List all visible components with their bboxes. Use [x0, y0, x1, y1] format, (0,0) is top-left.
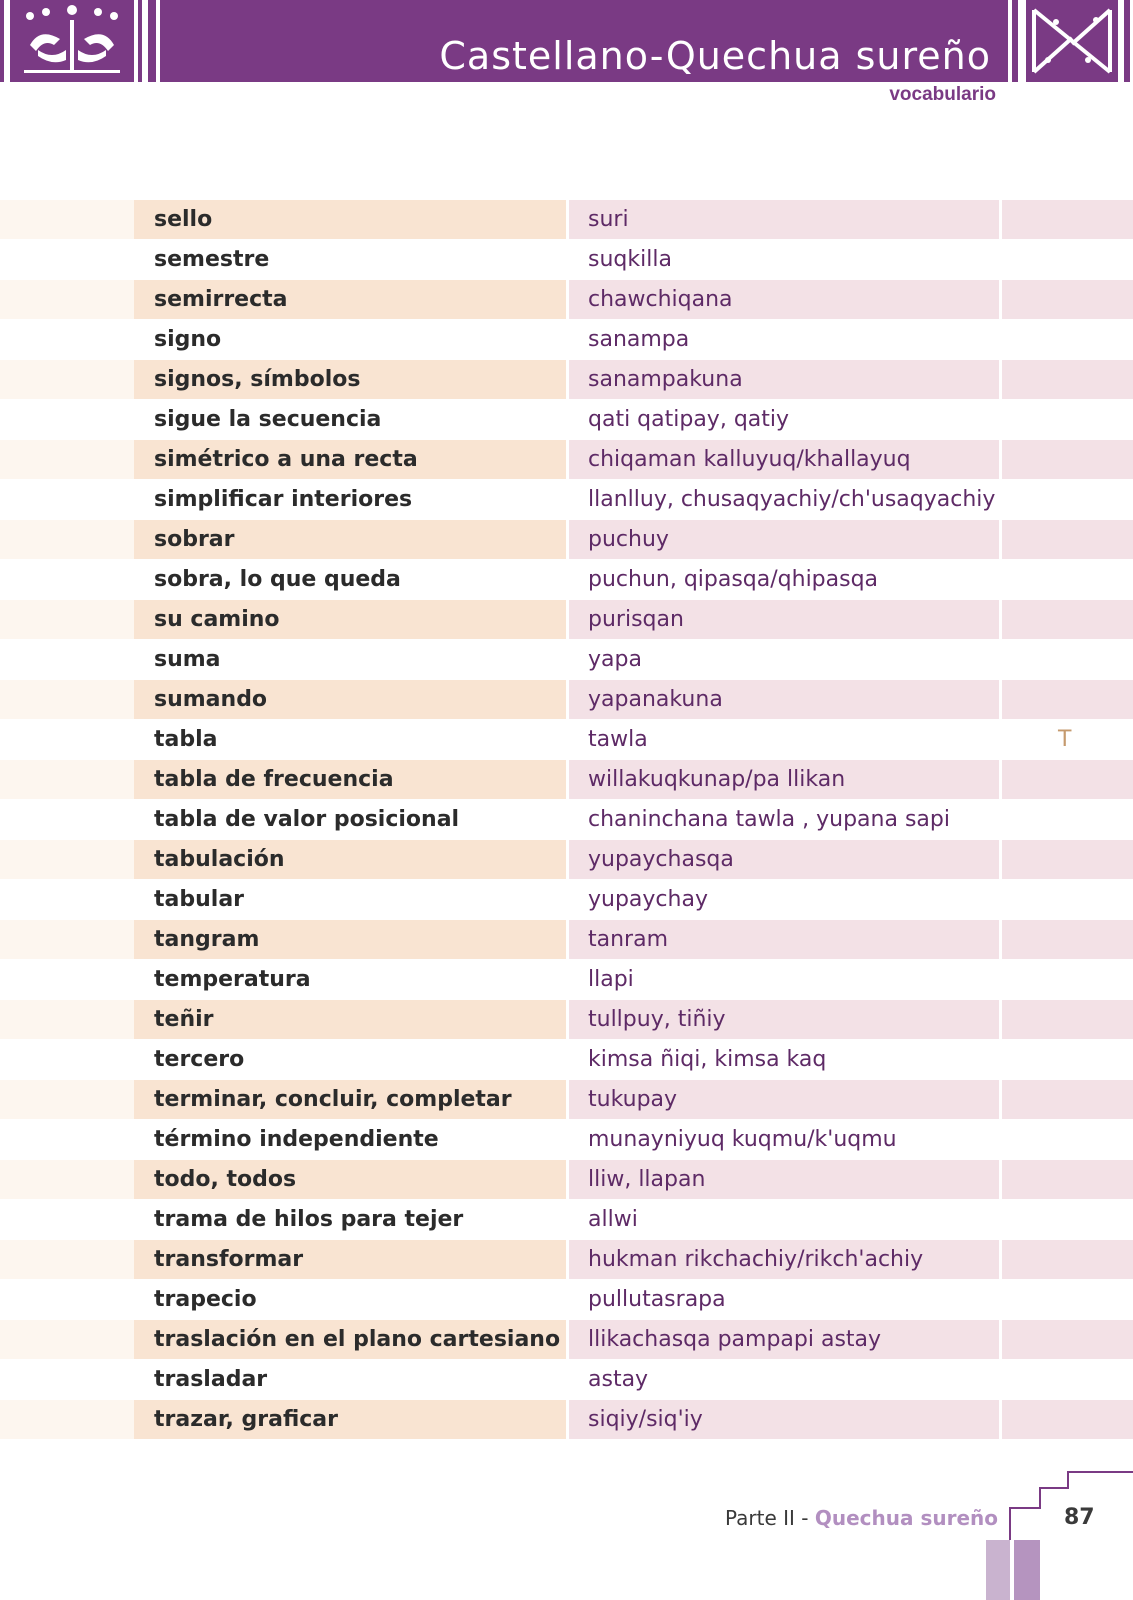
spanish-term: tangram — [154, 927, 260, 952]
spanish-term: semirrecta — [154, 287, 288, 312]
spanish-term: trama de hilos para tejer — [154, 1207, 464, 1232]
table-row — [0, 520, 1133, 560]
table-row — [0, 760, 1133, 800]
quechua-term: suqkilla — [588, 247, 672, 272]
table-row — [0, 640, 1133, 680]
spanish-term: tabular — [154, 887, 245, 912]
spanish-term: todo, todos — [154, 1167, 297, 1192]
table-row — [0, 320, 1133, 360]
quechua-term: puchun, qipasqa/qhipasqa — [588, 567, 879, 592]
spanish-term: terminar, concluir, completar — [154, 1087, 512, 1112]
spanish-term: sumando — [154, 687, 268, 712]
quechua-term: chawchiqana — [588, 287, 733, 312]
table-row — [0, 480, 1133, 520]
spanish-term: simétrico a una recta — [154, 447, 418, 472]
quechua-term: suri — [588, 207, 629, 232]
quechua-term: tullpuy, tiñiy — [588, 1007, 726, 1032]
quechua-term: yupaychasqa — [588, 847, 734, 872]
header-logo-right — [1008, 0, 1133, 84]
table-row — [0, 960, 1133, 1000]
spanish-term: temperatura — [154, 967, 311, 992]
table-row — [0, 1360, 1133, 1400]
table-row — [0, 880, 1133, 920]
spanish-term: sobra, lo que queda — [154, 567, 401, 592]
quechua-term: lliw, llapan — [588, 1167, 706, 1192]
page-number: 87 — [1064, 1505, 1095, 1530]
table-row — [0, 840, 1133, 880]
table-row — [0, 920, 1133, 960]
spanish-term: suma — [154, 647, 221, 672]
quechua-term: hukman rikchachiy/rikch'achiy — [588, 1247, 924, 1272]
quechua-term: munayniyuq kuqmu/k'uqmu — [588, 1127, 897, 1152]
quechua-term: sanampa — [588, 327, 690, 352]
spanish-term: término independiente — [154, 1127, 439, 1152]
quechua-term: allwi — [588, 1207, 638, 1232]
table-row — [0, 1240, 1133, 1280]
spanish-term: tabla de valor posicional — [154, 807, 460, 832]
spanish-term: signos, símbolos — [154, 367, 361, 392]
spanish-term: semestre — [154, 247, 270, 272]
quechua-term: llapi — [588, 967, 634, 992]
section-letter: T — [1058, 727, 1072, 752]
table-row — [0, 1280, 1133, 1320]
spanish-term: tabla de frecuencia — [154, 767, 394, 792]
spanish-term: signo — [154, 327, 222, 352]
table-row — [0, 1160, 1133, 1200]
quechua-term: llanlluy, chusaqyachiy/ch'usaqyachiy — [588, 487, 996, 512]
quechua-term: tukupay — [588, 1087, 678, 1112]
spanish-term: tabla — [154, 727, 218, 752]
spanish-term: trasladar — [154, 1367, 268, 1392]
footer-part: Parte II - — [724, 1506, 815, 1530]
vocabulary-table — [0, 200, 1133, 1440]
spanish-term: sello — [154, 207, 213, 232]
table-row — [0, 1040, 1133, 1080]
quechua-term: pullutasrapa — [588, 1287, 726, 1312]
quechua-term: qati qatipay, qatiy — [588, 407, 790, 432]
spanish-term: tercero — [154, 1047, 245, 1072]
quechua-term: tawla — [588, 727, 648, 752]
spanish-term: simplificar interiores — [154, 487, 413, 512]
table-row — [0, 1000, 1133, 1040]
table-row — [0, 400, 1133, 440]
spanish-term: sigue la secuencia — [154, 407, 382, 432]
spanish-term: tabulación — [154, 847, 285, 872]
table-row — [0, 680, 1133, 720]
quechua-term: puchuy — [588, 527, 669, 552]
quechua-term: chiqaman kalluyuq/khallayuq — [588, 447, 911, 472]
textile-pattern-icon — [1026, 0, 1118, 82]
footer-staircase-decoration — [940, 1470, 1133, 1600]
table-row — [0, 600, 1133, 640]
spanish-term: trazar, graficar — [154, 1407, 338, 1432]
table-row — [0, 800, 1133, 840]
table-row — [0, 1080, 1133, 1120]
table-row — [0, 1320, 1133, 1360]
spanish-term: transformar — [154, 1247, 304, 1272]
table-row — [0, 1400, 1133, 1440]
quechua-term: tanram — [588, 927, 669, 952]
quechua-term: sanampakuna — [588, 367, 743, 392]
spanish-term: trapecio — [154, 1287, 257, 1312]
table-row — [0, 360, 1133, 400]
spanish-term: sobrar — [154, 527, 235, 552]
header-logo-left — [0, 0, 160, 84]
spanish-term: traslación en el plano cartesiano — [154, 1327, 561, 1352]
quechua-term: llikachasqa pampapi astay — [588, 1327, 882, 1352]
page-title: Castellano-Quechua sureño — [439, 34, 991, 78]
table-row — [0, 440, 1133, 480]
table-row — [0, 720, 1133, 760]
quechua-term: chaninchana tawla , yupana sapi — [588, 807, 950, 832]
birds-emblem-icon — [10, 0, 134, 82]
table-row — [0, 1120, 1133, 1160]
quechua-term: purisqan — [588, 607, 684, 632]
quechua-term: siqiy/siq'iy — [588, 1407, 703, 1432]
table-row — [0, 200, 1133, 240]
quechua-term: yapa — [588, 647, 642, 672]
spanish-term: su camino — [154, 607, 280, 632]
spanish-term: teñir — [154, 1007, 214, 1032]
table-row — [0, 280, 1133, 320]
quechua-term: willakuqkunap/pa llikan — [588, 767, 846, 792]
page-subtitle: vocabulario — [889, 84, 996, 105]
quechua-term: yupaychay — [588, 887, 708, 912]
quechua-term: yapanakuna — [588, 687, 723, 712]
table-row — [0, 1200, 1133, 1240]
quechua-term: kimsa ñiqi, kimsa kaq — [588, 1047, 827, 1072]
table-row — [0, 560, 1133, 600]
footer-part-name: Quechua sureño — [814, 1506, 998, 1530]
quechua-term: astay — [588, 1367, 649, 1392]
table-row — [0, 240, 1133, 280]
